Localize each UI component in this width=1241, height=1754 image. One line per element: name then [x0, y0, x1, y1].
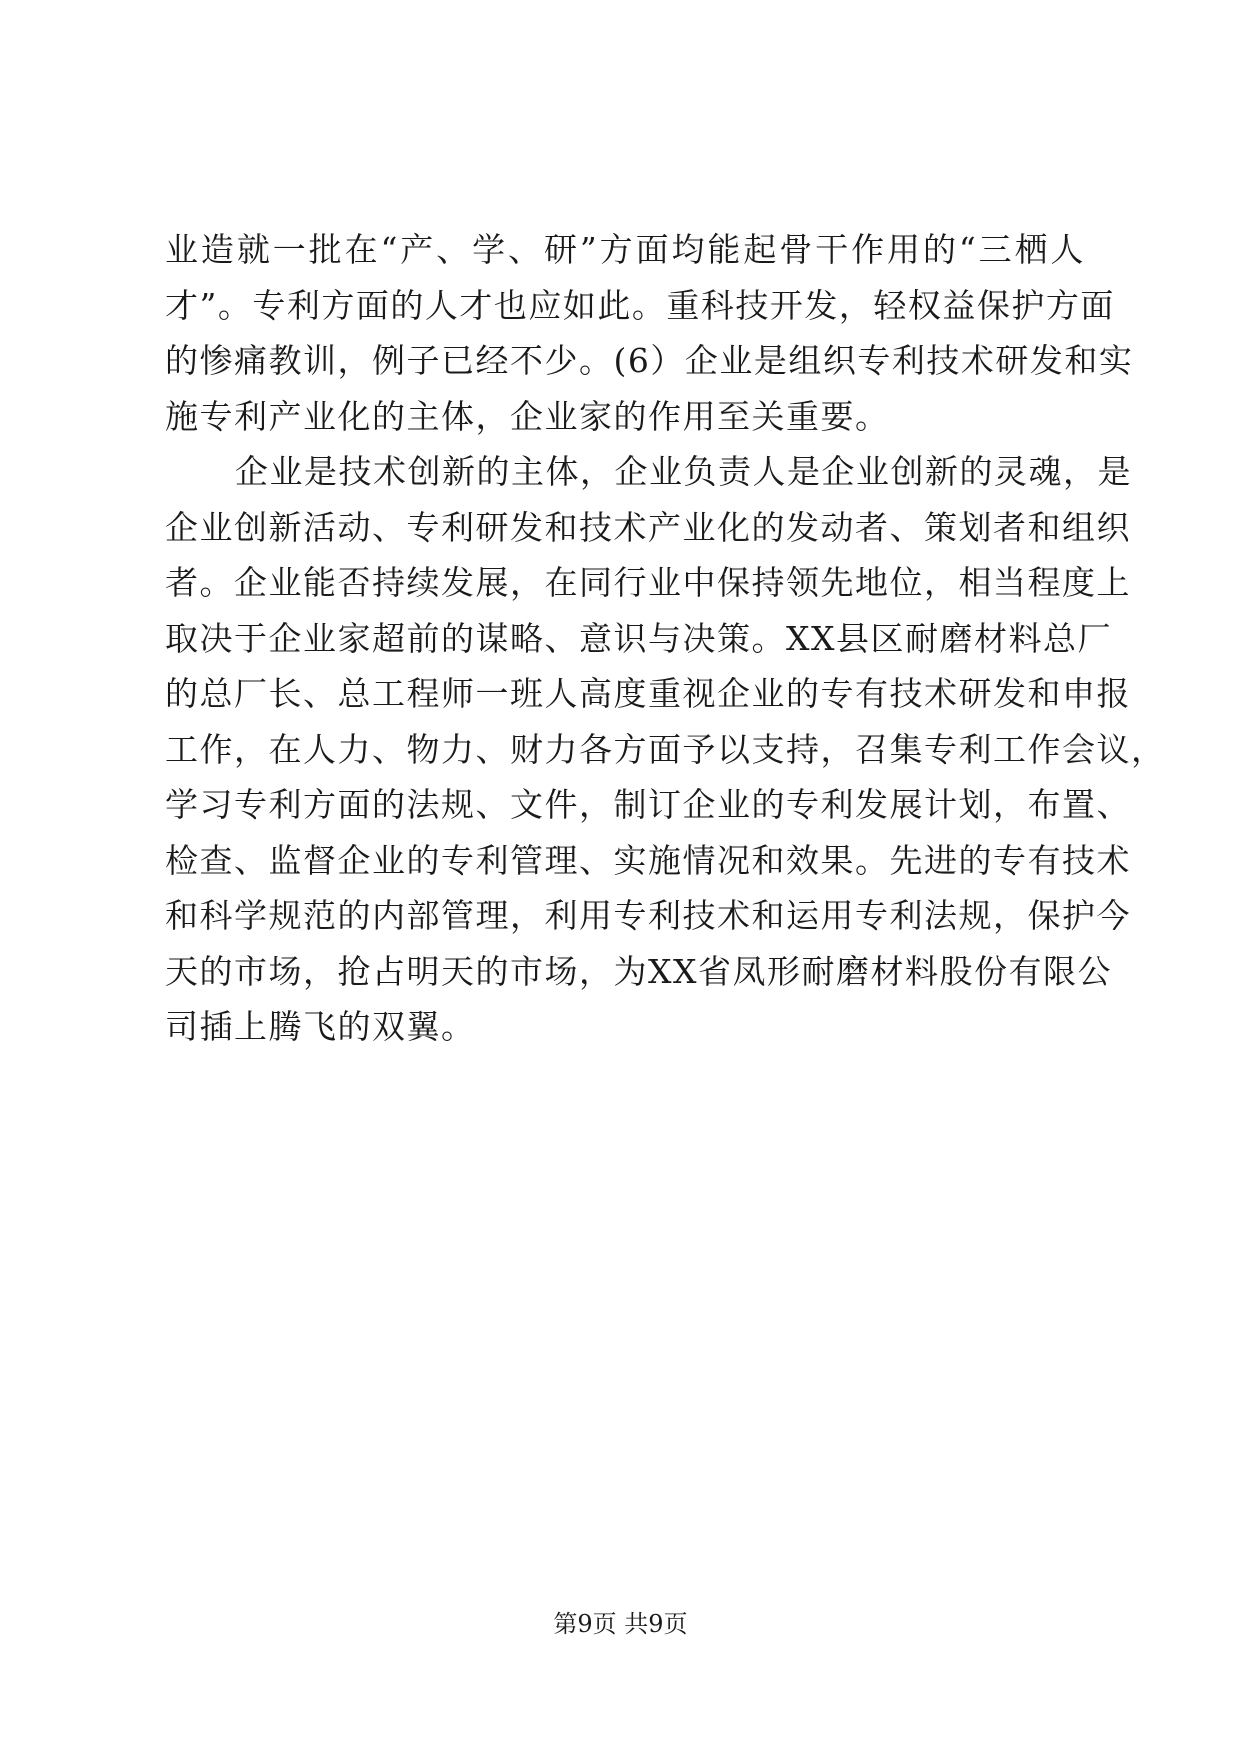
text-line: 学习专利方面的法规、文件，制订企业的专利发展计划，布置、 [165, 785, 1131, 824]
text-line: 企业创新活动、专利研发和技术产业化的发动者、策划者和组织 [165, 507, 1131, 547]
text-line: 施专利产业化的主体，企业家的作用至关重要。 [165, 396, 890, 436]
text-line: 司插上腾飞的双翼。 [165, 1007, 476, 1046]
paragraph-2 [165, 444, 1166, 1055]
paragraph-1 [165, 222, 1134, 444]
text-line: 天的市场，抢占明天的市场，为XX省凤形耐磨材料股份有限公 [165, 951, 1112, 991]
text-line: 和科学规范的内部管理，利用专利技术和运用专利法规，保护今 [165, 896, 1131, 935]
text-line: 取决于企业家超前的谋略、意识与决策。XX县区耐磨材料总厂 [165, 618, 1112, 658]
text-line: 才”。专利方面的人才也应如此。重科技开发，轻权益保护方面 [165, 285, 1115, 325]
text-line: 企业是技术创新的主体，企业负责人是企业创新的灵魂，是 [235, 452, 1132, 491]
text-line: 者。企业能否持续发展，在同行业中保持领先地位，相当程度上 [165, 563, 1131, 602]
text-line: 业造就一批在“产、学、研”方面均能起骨干作用的“三栖人 [165, 230, 1085, 269]
text-line: 检查、监督企业的专利管理、实施情况和效果。先进的专有技术 [165, 840, 1131, 880]
page-number-footer: 第9页 共9页 [553, 1610, 688, 1638]
document-body [165, 222, 1166, 1055]
text-line: 的总厂长、总工程师一班人高度重视企业的专有技术研发和申报 [165, 674, 1131, 713]
text-line: 工作，在人力、物力、财力各方面予以支持，召集专利工作会议， [165, 729, 1166, 769]
text-line: 的惨痛教训，例子已经不少。(6）企业是组织专利技术研发和实 [165, 341, 1134, 380]
